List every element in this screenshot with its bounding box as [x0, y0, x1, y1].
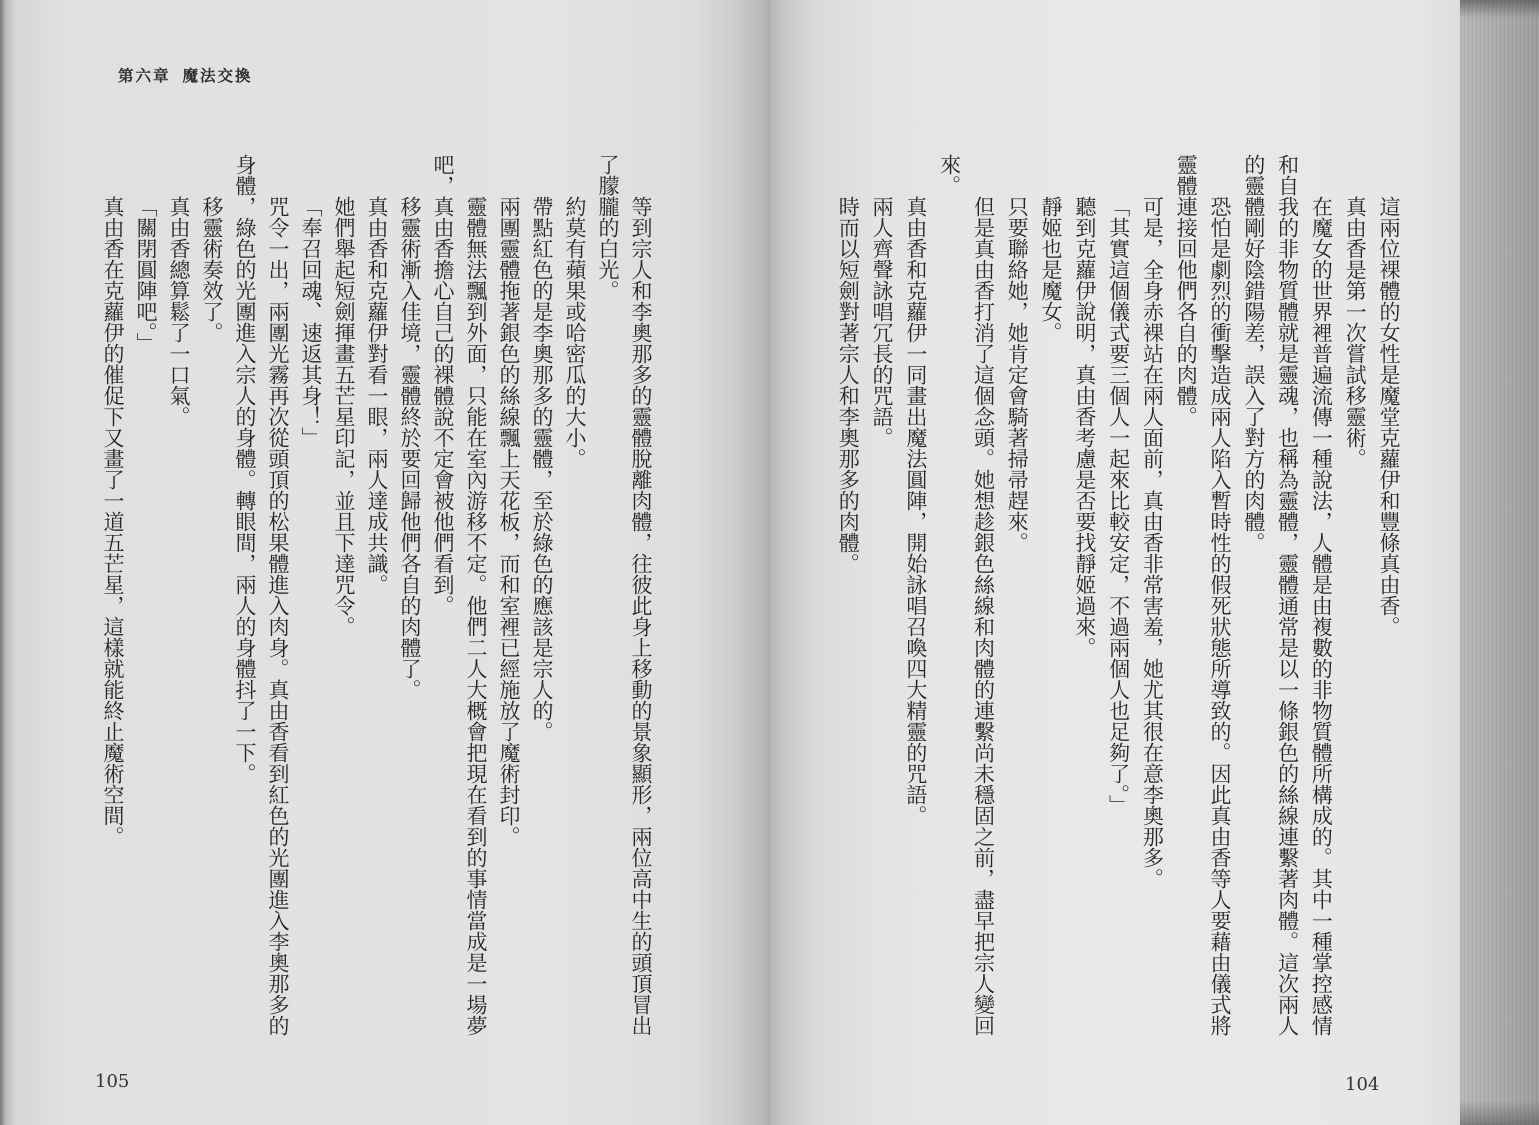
text-line: 了朦朧的白光。	[596, 154, 620, 301]
text-line: 真由香是第一次嘗試移靈術。	[1343, 196, 1368, 469]
text-line: 帶點紅色的是李奧那多的靈體，至於綠色的應該是宗人的。	[530, 196, 554, 742]
text-line: 在魔女的世界裡普遍流傳一種說法，人體是由複數的非物質體所構成的。其中一種掌控感情	[1309, 196, 1334, 1036]
text-line: 只要聯絡她，她肯定會騎著掃帚趕來。	[1005, 196, 1030, 553]
paragraph	[1236, 154, 1337, 1054]
chapter-number: 第六章	[118, 67, 171, 85]
text-line: 身體，綠色的光團進入宗人的身體。轉眼間，兩人的身體抖了一下。	[233, 154, 257, 784]
page-number-right: 104	[1345, 1074, 1380, 1095]
left-page-text	[96, 154, 657, 1054]
text-line: 靈體連接回他們各自的肉體。	[1174, 154, 1199, 427]
text-line: 真由香和克蘿伊一同畫出魔法圓陣，開始詠唱召喚四大精靈的咒語。	[903, 196, 928, 826]
text-line: 來。	[937, 154, 962, 196]
text-line: 吧，真由香擔心自己的裸體說不定會被他們看到。	[431, 154, 455, 616]
paragraph	[898, 154, 932, 1054]
text-line: 移靈術漸入佳境，靈體終於要回歸他們各自的肉體了。	[398, 196, 422, 700]
right-page-text	[830, 154, 1405, 1054]
text-line: 靈體無法飄到外面，只能在室內游移不定。他們二人大概會把現在看到的事情當成是一場夢	[464, 196, 488, 1036]
paragraph	[1135, 154, 1169, 1054]
text-line: 但是真由香打消了這個念頭。她想趁銀色絲線和肉體的連繫尚未穩固之前，盡早把宗人變回	[971, 196, 996, 1036]
text-line: 的靈體剛好陰錯陽差，誤入了對方的肉體。	[1241, 154, 1266, 553]
paragraph	[294, 154, 327, 1054]
text-line: 等到宗人和李奧那多的靈體脫離肉體，往彼此身上移動的景象顯形，兩位高中生的頭頂冒出	[629, 196, 653, 1036]
text-line: 移靈術奏效了。	[200, 196, 224, 343]
page-number-left: 105	[95, 1071, 130, 1092]
page-edges	[1460, 0, 1539, 1125]
text-line: 「其實這個儀式要三個人一起來比較安定，不過兩個人也足夠了。」	[1106, 196, 1131, 816]
paragraph	[1371, 154, 1405, 1054]
text-line: 和自我的非物質體就是靈魂，也稱為靈體，靈體通常是以一條銀色的絲線連繫著肉體。這次兩人	[1275, 154, 1300, 1036]
paragraph	[96, 154, 129, 1054]
paragraph	[360, 154, 393, 1054]
paragraph	[591, 154, 657, 1054]
text-line: 她們舉起短劍揮畫五芒星印記，並且下達咒令。	[332, 196, 356, 637]
text-line: 這兩位裸體的女性是魔堂克蘿伊和豐條真由香。	[1377, 196, 1401, 637]
paragraph	[1168, 154, 1236, 1054]
paragraph	[1101, 154, 1135, 1054]
text-line: 時而以短劍對著宗人和李奧那多的肉體。	[836, 196, 861, 574]
paragraph	[999, 154, 1033, 1054]
paragraph	[558, 154, 591, 1054]
text-line: 真由香總算鬆了一口氣。	[167, 196, 191, 427]
text-line: 兩人齊聲詠唱冗長的咒語。	[870, 196, 895, 448]
paragraph	[1337, 154, 1371, 1054]
text-line: 真由香和克蘿伊對看一眼，兩人達成共識。	[365, 196, 389, 595]
paragraph	[830, 154, 864, 1054]
paragraph	[492, 154, 525, 1054]
text-line: 咒令一出，兩團光霧再次從頭頂的松果體進入肉身。真由香看到紅色的光團進入李奧那多的	[266, 196, 290, 1036]
paragraph	[1033, 154, 1067, 1054]
paragraph	[1067, 154, 1101, 1054]
paragraph	[393, 154, 426, 1054]
text-line: 恐怕是劇烈的衝擊造成兩人陷入暫時性的假死狀態所導致的。因此真由香等人要藉由儀式將	[1208, 196, 1233, 1036]
text-line: 「關閉圓陣吧。」	[134, 196, 158, 354]
chapter-title: 魔法交換	[182, 67, 253, 85]
paragraph	[195, 154, 228, 1054]
text-line: 聽到克蘿伊說明，真由香考慮是否要找靜姬過來。	[1072, 196, 1097, 658]
paragraph	[228, 154, 294, 1054]
paragraph	[864, 154, 898, 1054]
text-line: 真由香在克蘿伊的催促下又畫了一道五芒星，這樣就能終止魔術空間。	[101, 196, 125, 847]
paragraph	[162, 154, 195, 1054]
paragraph	[525, 154, 558, 1054]
paragraph	[129, 154, 162, 1054]
paragraph	[327, 154, 360, 1054]
running-head	[118, 64, 253, 86]
text-line: 靜姬也是魔女。	[1039, 196, 1064, 343]
text-line: 「奉召回魂、速返其身！」	[299, 196, 323, 448]
text-line: 兩團靈體拖著銀色的絲線飄上天花板，而和室裡已經施放了魔術封印。	[497, 196, 521, 847]
text-line: 約莫有蘋果或哈密瓜的大小。	[563, 196, 587, 469]
paragraph	[932, 154, 1000, 1054]
text-line: 可是，全身赤裸站在兩人面前，真由香非常害羞，她尤其很在意李奧那多。	[1140, 196, 1165, 889]
paragraph	[426, 154, 492, 1054]
